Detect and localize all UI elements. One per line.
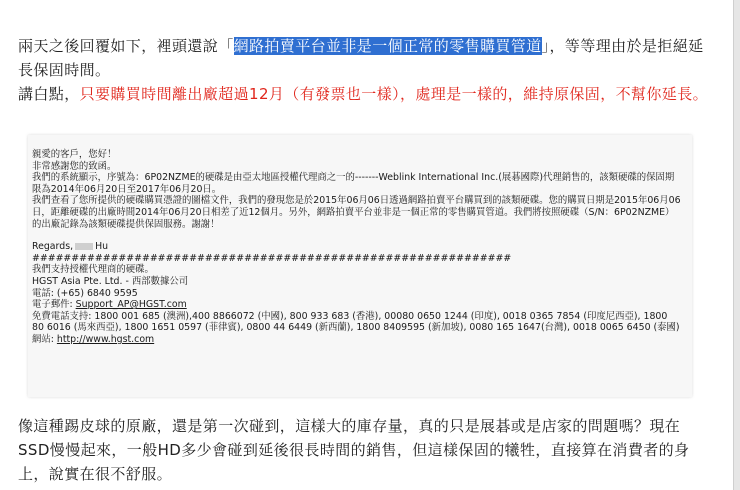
email-contact (32, 299, 682, 311)
email-body (32, 138, 682, 346)
email-website (32, 334, 682, 346)
email-hash-divider: ############################################################# (32, 252, 512, 264)
email-purchase-paragraph: 我們查看了您所提供的硬碟購買憑證的圖檔文件，我們的發現您是於2015年06月06日透過網路拍賣平台購買到的該類硬碟。您的購買日期是2015年06月06日，距離硬碟的出廠時間2014年06月20日相差了近12個月。另外，網路拍賣平台並非是一個正常的零售購買管道。我們將按照硬碟（S/N：6P02NZME）的出廠記錄為該類硬碟提供保固服務。謝謝！ (32, 195, 681, 230)
redacted-name (75, 243, 93, 250)
email-greeting: 親愛的客戶，您好！ (32, 149, 117, 160)
regards-name: Hu (95, 241, 109, 253)
scrollbar-edge[interactable] (733, 0, 740, 490)
highlighted-quote: 網路拍賣平台並非是一個正常的零售購買管道 (233, 37, 542, 55)
intro-text-end: 」，等等理由於是拒絕延長保固時間。 (18, 37, 704, 79)
email-label: 電子郵件: (32, 299, 76, 311)
email-screenshot (28, 135, 692, 397)
email-phone: 電話: (+65) 6840 9595 (32, 287, 138, 299)
summary-lead: 講白點， (18, 85, 80, 103)
paragraph-intro (18, 34, 708, 82)
support-email-link[interactable]: Support_AP@HGST.com (75, 299, 187, 311)
summary-red-text: 只要購買時間離出廠超過12月（有發票也一樣），處理是一樣的，維持原保固，不幫你延長。 (79, 85, 709, 103)
email-company: HGST Asia Pte. Ltd. - 西部數據公司 (32, 275, 189, 287)
paragraph-conclusion: 像這種踢皮球的原廠，還是第一次碰到，這樣大的庫存量，真的只是展碁或是店家的問題嗎？現在SSD慢慢起來，一般HD多少會碰到延後很長時間的銷售，但這樣保固的犧牲，直接算在消費者的身上，說實在很不舒服。 (18, 417, 690, 483)
paragraph-summary (18, 82, 708, 106)
email-serial-paragraph: 我們的系統顯示，序號為：6P02NZME的硬碟是由亞太地區授權代理商之一的-------Weblink International Inc.(展碁國際)代理銷售的，該類硬碟的保固期限為2014年06月20日至2017年06月20日。 (32, 172, 675, 195)
email-thanks: 非常感謝您的致函。 (32, 160, 117, 172)
email-support-text: 我們支持授權代理商的硬碟。 (32, 264, 154, 276)
intro-text: 兩天之後回覆如下，裡頭還說「 (18, 37, 234, 55)
website-link[interactable]: http://www.hgst.com (56, 333, 155, 345)
email-regards (32, 241, 682, 253)
email-hotline: 免費電話支持: 1800 001 685 (澳洲),400 8866072 (中國), 800 933 683 (香港), 00080 0650 1244 (印度), 0018 0365 7854 (印度尼西亞), 1800 80 6016 (馬來西亞), 1800 1651 0597 (菲律賓), 0800 44 6449 (新西蘭), 1800 8409595 (新加坡), 0080 165 1647(台灣), 0018 0065 6450 (泰國) (32, 310, 680, 334)
website-label: 網站: (32, 333, 57, 345)
regards-label: Regards, (32, 241, 74, 253)
